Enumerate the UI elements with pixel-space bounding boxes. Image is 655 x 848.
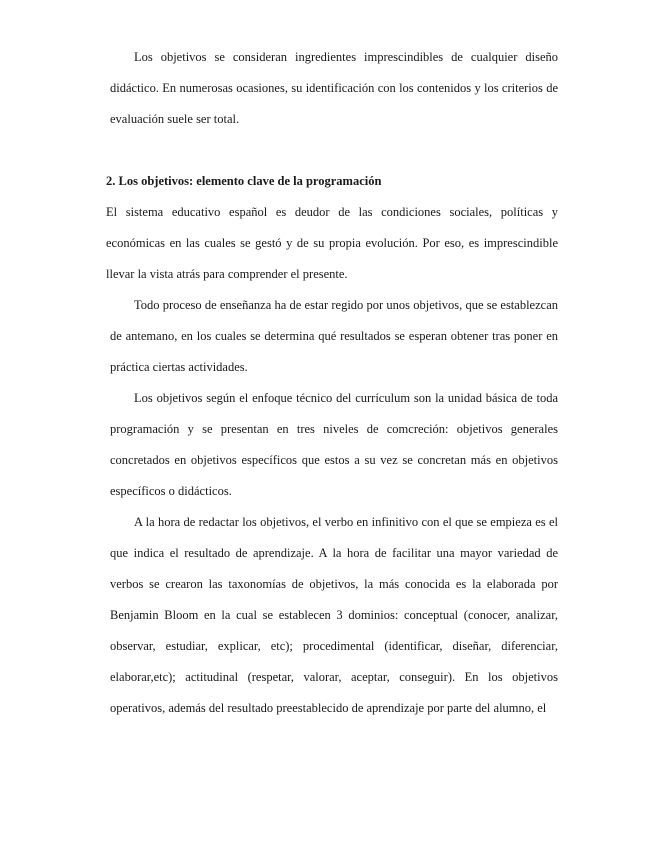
paragraph-1: El sistema educativo español es deudor de las condiciones sociales, políticas y económicas en las cuales se gestó y de su propia evolución. Por eso, es imprescindible llevar la vista atrás para comprender el presente. [106, 205, 558, 281]
intro-paragraph: Los objetivos se consideran ingredientes imprescindibles de cualquier diseño didáctico. En numerosas ocasiones, su identificación con los contenidos y los criterios de evaluación suele ser total. [110, 50, 558, 126]
paragraph-3: Los objetivos según el enfoque técnico del currículum son la unidad básica de toda programación y se presentan en tres niveles de comcreción: objetivos generales concretados en objetivos específicos que estos a su vez se concretan más en objetivos específicos o didácticos. [110, 391, 558, 498]
section-heading: 2. Los objetivos: elemento clave de la programación [106, 174, 382, 188]
paragraph-4: A la hora de redactar los objetivos, el verbo en infinitivo con el que se empieza es el que indica el resultado de aprendizaje. A la hora de facilitar una mayor variedad de verbos se crearon las taxonomías de objetivos, la más conocida es la elaborada por Benjamin Bloom en la cual se establecen 3 dominios: conceptual (conocer, analizar, observar, estudiar, explicar, etc); procedimental (identificar, diseñar, diferenciar, elaborar,etc); actitudinal (respetar, valorar, aceptar, conseguir). En los objetivos operativos, además del resultado preestablecido de aprendizaje por parte del alumno, el [110, 515, 558, 715]
paragraph-2: Todo proceso de enseñanza ha de estar regido por unos objetivos, que se establezcan de antemano, en los cuales se determina qué resultados se esperan obtener tras poner en práctica ciertas actividades. [110, 298, 558, 374]
document-page [106, 42, 558, 724]
